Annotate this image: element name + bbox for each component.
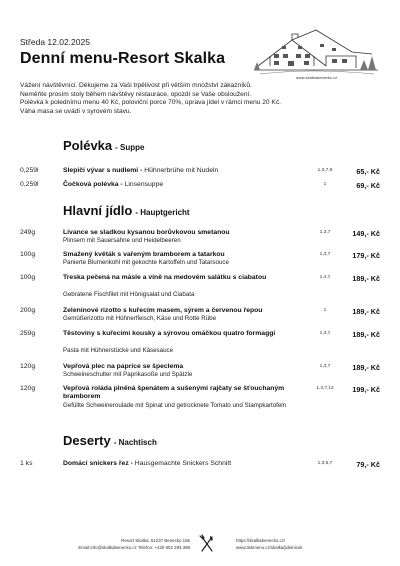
section-subtitle: - Hauptgericht xyxy=(135,208,190,217)
item-name: Domácí snickers řez - Hausgemachte Snickers Schnitt xyxy=(63,460,232,467)
item-allergens: 1,3,7,9 xyxy=(317,168,333,173)
item-allergens: 1,3,5,7 xyxy=(317,461,333,466)
item-description: Plinsem mit Sauersahne und Heidelbeeren xyxy=(63,237,181,244)
section-main-heading xyxy=(63,203,190,218)
item-allergens: 1,3,7 xyxy=(319,230,331,235)
footer-website[interactable]: https://skalkabenecko.cz/ xyxy=(236,538,286,543)
section-subtitle: - Suppe xyxy=(115,143,145,152)
item-name: Slepičí vývar s nudlemi - Hühnerbrühe mit Nudeln xyxy=(63,167,219,174)
item-quantity: 259g xyxy=(20,330,36,337)
section-soup-heading xyxy=(63,138,145,153)
logo-url: www.skalkabenecko.cz xyxy=(296,75,338,80)
section-subtitle: - Nachtisch xyxy=(113,438,157,447)
item-quantity: 0,259l xyxy=(20,167,39,174)
footer-links xyxy=(236,538,346,551)
item-description: Schweineschulter mit Paprikasoße und Spätzle xyxy=(63,371,193,378)
section-dessert-heading xyxy=(63,433,157,448)
item-name: Zeleninové rizotto s kuřecím masem, sýrem a červenou řepou xyxy=(63,307,263,314)
intro-line: Vážení návštěvníci. Děkujeme za Vaši trpělivost při větším množství zákazníků. xyxy=(20,82,252,89)
item-name: Vepřová plec na paprice se špeclema xyxy=(63,363,184,370)
section-title: Deserty xyxy=(63,433,111,448)
item-price: 189,- Kč xyxy=(352,307,380,316)
item-name-de: Hühnerbrühe mit Nudeln xyxy=(144,167,219,174)
item-price: 149,- Kč xyxy=(352,229,380,238)
item-name: Smažený květák s vařeným bramborem a tatarkou xyxy=(63,251,225,258)
item-quantity: 120g xyxy=(20,385,36,392)
item-price: 189,- Kč xyxy=(352,363,380,372)
intro-text xyxy=(20,82,340,116)
item-quantity: 120g xyxy=(20,363,36,370)
item-description: Gebratene Fischfilet mit Hönigsalat und Ciabata xyxy=(63,291,195,298)
item-price: 69,- Kč xyxy=(356,181,380,190)
item-allergens: 1 xyxy=(323,308,327,313)
item-allergens: 1,3,7 xyxy=(319,364,331,369)
item-allergens: 1,3,7 xyxy=(319,252,331,257)
fork-knife-icon xyxy=(197,534,217,554)
item-allergens: 1 xyxy=(323,182,327,187)
item-price: 179,- Kč xyxy=(352,251,380,260)
item-name-de: Linsensuppe xyxy=(124,181,164,188)
item-quantity: 249g xyxy=(20,229,36,236)
item-name: Vepřová roláda plněná špenátem a sušenými rajčaty se šťouchaným bramborem xyxy=(63,385,285,401)
item-name-cz: Domácí snickers řez xyxy=(63,460,129,467)
item-quantity: 1 ks xyxy=(20,460,33,467)
item-description: Pasta mit Hühnerstücke und Käsesauce xyxy=(63,347,174,354)
section-title: Hlavní jídlo xyxy=(63,203,133,218)
item-name: Čočková polévka - Linsensuppe xyxy=(63,181,164,188)
footer-email-phone: Email:info@skalkabenecko.cz Telefon: +420 602 293 398 xyxy=(78,544,190,550)
menu-title: Denní menu-Resort Skalka xyxy=(20,50,226,67)
item-price: 79,- Kč xyxy=(356,460,380,469)
item-quantity: 100g xyxy=(20,251,36,258)
item-quantity: 200g xyxy=(20,307,36,314)
item-description: Gefüllte Schweineroulade mit Spinat und getrocknete Tomato und Stampkartofeln xyxy=(63,402,287,409)
intro-line: Polévka k polednímu menu 40 Kč, poloviční porce 70%, úprava jídel v rámci menu 20 Kč. xyxy=(20,99,281,107)
item-price: 189,- Kč xyxy=(352,274,380,283)
section-title: Polévka xyxy=(63,138,113,153)
menu-date: Středa 12.02.2025 xyxy=(20,37,90,47)
item-allergens: 1,4,7 xyxy=(319,275,331,280)
item-allergens: 1,3,7,12 xyxy=(316,386,334,391)
item-description: Gemüßerizotto mit Hühnerfleisch, Käse und Rotte Rübe xyxy=(63,315,217,322)
item-name-cz: Slepičí vývar s nudlemi xyxy=(63,167,139,174)
item-name: Treska pečená na másle a víně na medovém salátku s ciabatou xyxy=(63,274,267,281)
intro-line: Neměňte prosím stoly během návštěvy restaurace, opozdí se Vaše obsloužení. xyxy=(20,90,252,98)
intro-line: Váha masa se uvádí v syrovém stavu. xyxy=(20,107,132,115)
item-price: 189,- Kč xyxy=(352,330,380,339)
footer-menu-link[interactable]: www.tiskmenu.cz/skalka/jidelnicek xyxy=(236,544,303,550)
item-quantity: 0,259l xyxy=(20,181,39,188)
item-allergens: 1,3,7 xyxy=(319,331,331,336)
item-description: Panierte Blumenkohl mit gekochte Kartoffeln und Tatarsouce xyxy=(63,259,229,266)
item-name-de: Hausgemachte Snickers Schnitt xyxy=(134,460,232,467)
item-price: 65,- Kč xyxy=(356,167,380,176)
item-quantity: 100g xyxy=(20,274,36,281)
item-name-cz: Čočková polévka xyxy=(63,181,119,188)
item-name: Těstoviny s kuřecími kousky a sýrovou omáčkou quatro formaggi xyxy=(63,330,276,337)
footer-contact xyxy=(60,538,190,551)
item-price: 199,- Kč xyxy=(352,385,380,394)
item-name: Lívance se sladkou kysanou borůvkovou smetanou xyxy=(63,229,230,236)
footer-address: Resort Skalka, 51237 Benecko 156 xyxy=(121,538,190,543)
